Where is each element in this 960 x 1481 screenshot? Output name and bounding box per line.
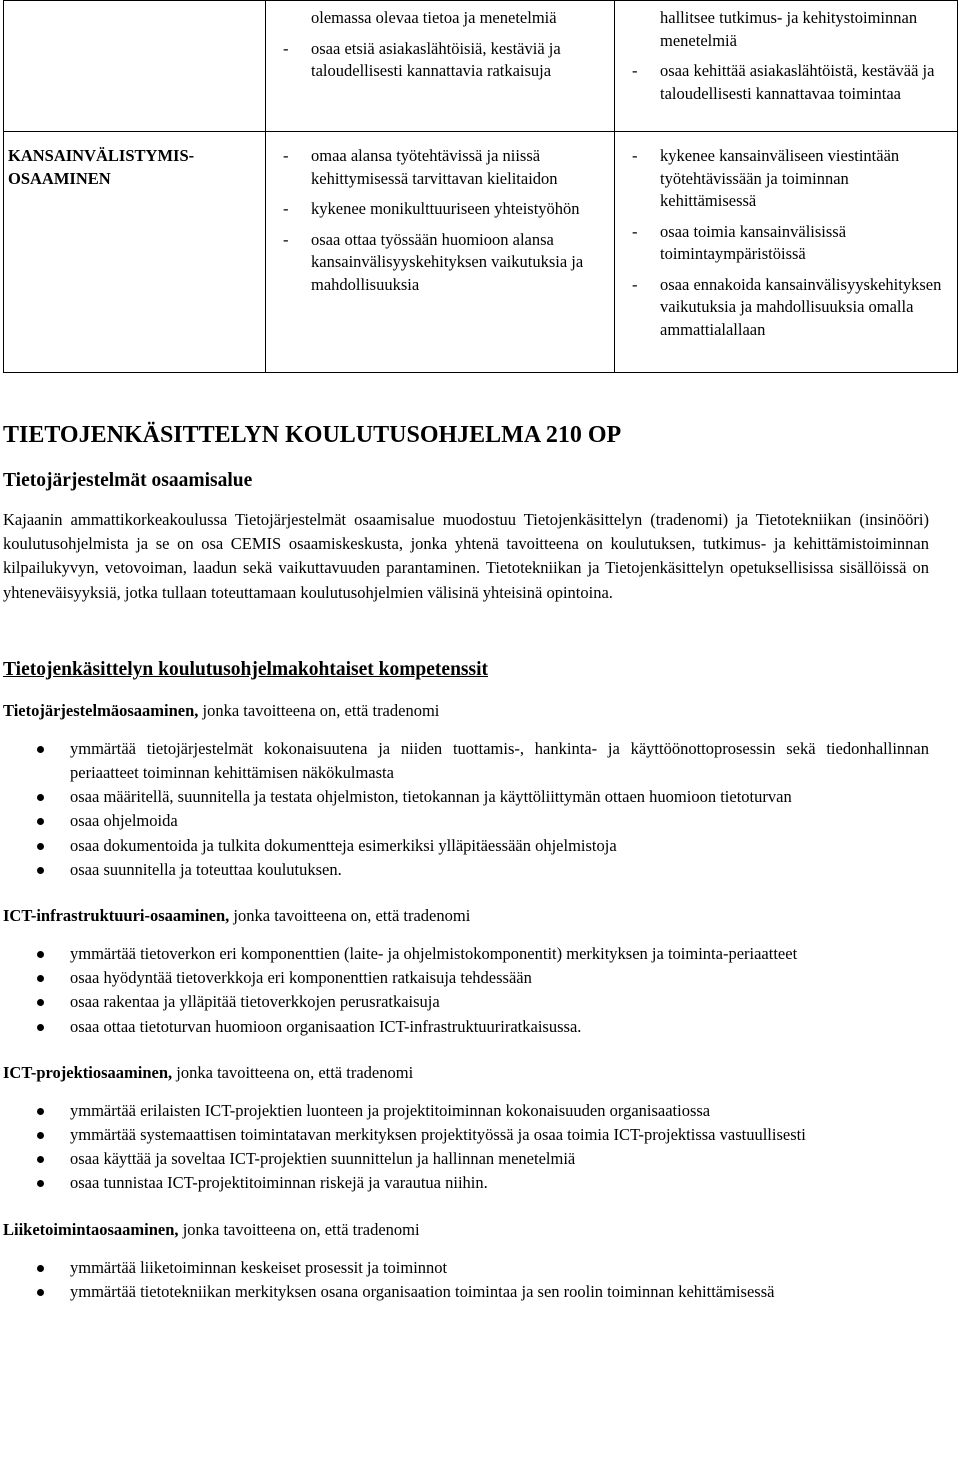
table-cell — [615, 1, 958, 132]
list-item — [3, 1171, 929, 1195]
competence-table — [3, 0, 958, 373]
list-item: osaa ennakoida kansainvälisyyskehityksen vaikutuksia ja mahdollisuuksia omalla ammattialallaan — [660, 274, 942, 339]
dash-marker: - — [632, 221, 638, 241]
bullet-icon — [37, 1156, 44, 1163]
row-header-line: OSAAMINEN — [8, 168, 111, 188]
competence-title — [3, 1218, 929, 1242]
list-item — [3, 990, 929, 1014]
intro-paragraph: Kajaanin ammattikorkeakoulussa Tietojärjestelmät osaamisalue muodostuu Tietojenkäsittelyn (tradenomi) ja Tietotekniikan (insinööri) koulutusohjelmista ja se on osa CEMIS osaamiskeskusta, jonka yhtenä tavoitteena on koulutuksen, tutkimus- ja kehittämistoiminnan kilpailukyvyn, vetovoiman, laadun sekä vaikuttavuuden parantaminen. Tietotekniikan ja Tietojenkäsittelyn opetuksellisissa sisällöissä on yhteneväisyyksiä, jotka tullaan toteuttamaan koulutusohjelmien välisinä yhteisinä opintoina. — [3, 510, 929, 602]
table-cell — [615, 132, 958, 373]
list-item — [3, 737, 929, 785]
competence-goal-text: jonka tavoitteena on, että tradenomi — [229, 906, 471, 926]
list-item — [3, 1147, 929, 1171]
list-item — [3, 858, 929, 882]
list-item-text: ymmärtää tietotekniikan merkityksen osana organisaation toimintaa ja sen roolin toiminnan kehittämisessä — [70, 1281, 775, 1301]
competence-goal-text: jonka tavoitteena on, että tradenomi — [178, 1219, 420, 1239]
bullet-list — [3, 737, 929, 882]
dash-marker: - — [283, 199, 289, 218]
bullet-icon — [37, 794, 44, 801]
list-item — [3, 1256, 929, 1280]
competence-title — [3, 1061, 929, 1085]
bullet-icon — [37, 1132, 44, 1139]
bullet-icon — [37, 818, 44, 825]
bullet-icon — [37, 1024, 44, 1031]
continued-text: hallitsee tutkimus- ja kehitystoiminnan menetelmiä — [660, 8, 918, 50]
list-item: osaa etsiä asiakaslähtöisiä, kestäviä ja taloudellisesti kannattavia ratkaisuja — [311, 38, 561, 80]
bullet-icon — [37, 746, 44, 753]
page-title: TIETOJENKÄSITTELYN KOULUTUSOHJELMA 210 OP — [3, 422, 622, 448]
continued-text: olemassa olevaa tietoa ja menetelmiä — [311, 8, 557, 27]
bullet-icon — [37, 1180, 44, 1187]
row-header-line: KANSAINVÄLISTYMIS- — [8, 146, 195, 165]
table-cell-empty — [4, 1, 266, 132]
dash-marker: - — [283, 146, 289, 165]
table-row — [4, 1, 958, 132]
row-header-cell — [4, 132, 266, 373]
competence-name: ICT-projektiosaaminen, — [3, 1062, 173, 1082]
list-item-text: osaa ohjelmoida — [70, 811, 178, 831]
list-item: omaa alansa työtehtävissä ja niissä kehittymisessä tarvittavan kielitaidon — [311, 146, 558, 188]
list-item-text: osaa määritellä, suunnitella ja testata ohjelmiston, tietokannan ja käyttöliittymän ottaen huomioon tietoturvan — [70, 787, 792, 807]
list-item-text: ymmärtää erilaisten ICT-projektien luonteen ja projektitoiminnan kokonaisuuden organisaatiossa — [70, 1100, 711, 1120]
dash-marker: - — [283, 229, 289, 249]
list-item-text: osaa hyödyntää tietoverkkoja eri komponenttien ratkaisuja tehdessään — [70, 968, 532, 988]
list-item-text: osaa rakentaa ja ylläpitää tietoverkkojen perusratkaisuja — [70, 992, 440, 1012]
competence-title — [3, 699, 929, 723]
table-row — [4, 132, 958, 373]
competences-heading: Tietojenkäsittelyn koulutusohjelmakohtaiset kompetenssit — [3, 658, 489, 680]
list-item-text: ymmärtää systemaattisen toimintatavan merkityksen projektityössä ja osaa toimia ICT-projektissa vastuullisesti — [70, 1125, 806, 1145]
bullet-icon — [37, 975, 44, 982]
table-cell — [266, 1, 615, 132]
list-item-text: osaa tunnistaa ICT-projektitoiminnan riskejä ja varautua niihin. — [70, 1173, 488, 1193]
list-item-text: osaa käyttää ja soveltaa ICT-projektien suunnittelun ja hallinnan menetelmiä — [70, 1149, 576, 1169]
competence-name: Tietojärjestelmäosaaminen, — [3, 700, 199, 720]
list-item: osaa ottaa työssään huomioon alansa kansainvälisyyskehityksen vaikutuksia ja mahdollisuuksia — [311, 229, 584, 294]
list-item — [3, 1015, 929, 1039]
bullet-icon — [37, 951, 44, 958]
list-item — [3, 809, 929, 833]
list-item-text: osaa suunnitella ja toteuttaa koulutuksen. — [70, 859, 342, 879]
bullet-list — [3, 942, 929, 1039]
dash-marker: - — [632, 274, 638, 294]
list-item: osaa kehittää asiakaslähtöistä, kestävää ja taloudellisesti kannattavaa toimintaa — [660, 61, 935, 103]
list-item — [3, 1123, 929, 1147]
list-item: kykenee monikulttuuriseen yhteistyöhön — [311, 199, 580, 218]
list-item — [3, 1280, 929, 1304]
list-item-text: ymmärtää liiketoiminnan keskeiset prosessit ja toiminnot — [70, 1257, 448, 1277]
list-item — [3, 785, 929, 809]
dash-marker: - — [283, 38, 289, 58]
list-item: osaa toimia kansainvälisissä toimintaympäristöissä — [660, 221, 847, 263]
competence-block — [3, 904, 929, 1039]
competence-goal-text: jonka tavoitteena on, että tradenomi — [198, 700, 440, 720]
competence-name: Liiketoimintaosaaminen, — [3, 1219, 179, 1239]
subtitle: Tietojärjestelmät osaamisalue — [3, 470, 253, 491]
list-item — [3, 942, 929, 966]
competence-blocks — [3, 699, 929, 1304]
bullet-icon — [37, 999, 44, 1006]
bullet-list — [3, 1256, 929, 1304]
list-item-text: osaa ottaa tietoturvan huomioon organisaation ICT-infrastruktuuriratkaisussa. — [70, 1016, 582, 1036]
competence-block — [3, 1061, 929, 1196]
bullet-list — [3, 1099, 929, 1196]
document-body — [3, 420, 929, 1304]
list-item-text: ymmärtää tietojärjestelmät kokonaisuutena ja niiden tuottamis-, hankinta- ja käyttöönottoprosessin sekä tiedonhallinnan periaatteet toiminnan kehittämisen näkökulmasta — [70, 738, 929, 783]
bullet-icon — [37, 1289, 44, 1296]
bullet-icon — [37, 1265, 44, 1272]
dash-marker: - — [632, 61, 638, 80]
list-item: kykenee kansainväliseen viestintään työtehtävissään ja toiminnan kehittämisessä — [660, 146, 900, 210]
list-item — [3, 966, 929, 990]
competence-block — [3, 699, 929, 882]
bullet-icon — [37, 867, 44, 874]
bullet-icon — [37, 843, 44, 850]
list-item — [3, 1099, 929, 1123]
competence-block — [3, 1218, 929, 1304]
competence-goal-text: jonka tavoitteena on, että tradenomi — [172, 1062, 414, 1082]
competence-title — [3, 904, 929, 928]
table-cell — [266, 132, 615, 373]
list-item-text: osaa dokumentoida ja tulkita dokumentteja esimerkiksi ylläpitäessään ohjelmistoja — [70, 835, 617, 855]
list-item — [3, 834, 929, 858]
bullet-icon — [37, 1108, 44, 1115]
dash-marker: - — [632, 146, 638, 165]
competence-name: ICT-infrastruktuuri-osaaminen, — [3, 906, 230, 926]
list-item-text: ymmärtää tietoverkon eri komponenttien (laite- ja ohjelmistokomponentit) merkityksen ja toiminta-periaatteet — [70, 944, 798, 964]
